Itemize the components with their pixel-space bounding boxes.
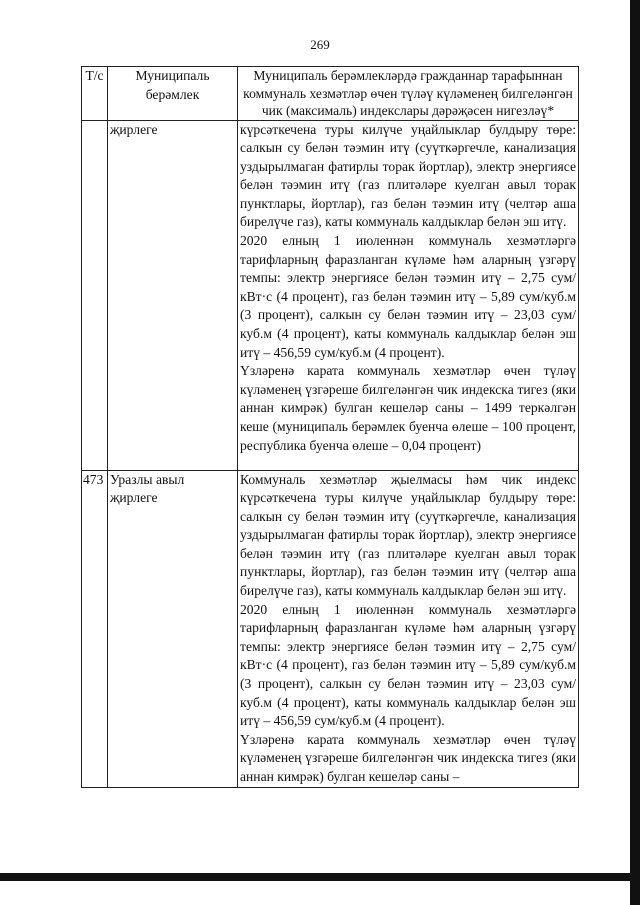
paragraph: 2020 елның 1 июленнән коммуналь хезмәтләргә тарифларның фаразланган күләме һәм аларның үзгәрү темпы: электр энергиясе белән тәэмин итү – 2,75 сум/кВт·с (4 процент), газ белән тәэмин итү – 5,89 сум/куб.м (3 процент), салкын су белән тәэмин итү – 23,03 сум/куб.м (4 процент), каты коммуналь калдыклар белән эш итү – 456,59 сум/куб.м (4 процент). — [240, 233, 576, 360]
paragraph: Үзләренә карата коммуналь хезмәтләр өчен түләү күләменең үзгәреше билгеләнгән чик индекска тигез (яки аннан кимрәк) булган кешеләр саны – — [240, 731, 576, 784]
row-justification — [238, 120, 579, 470]
paragraph: Үзләренә карата коммуналь хезмәтләр өчен түләү күләменең үзгәреше билгеләнгән чик индекска тигез (яки аннан кимрәк) булган кешеләр саны – 1499 теркәлгән кеше (муниципаль берәмлек буенча өлеше – 100 процент, республика буенча өлеше – 0,04 процент) — [240, 363, 576, 453]
municipal-index-table — [81, 66, 579, 788]
row-municipality: Уразлы авыл җирлеге — [108, 470, 238, 787]
header-municipality: Муниципаль берәмлек — [108, 67, 238, 121]
header-justification: Муниципаль берәмлекләрдә гражданнар тарафыннан коммуналь хезмәтләр өчен түләү күләменең билгеләнгән чик (максималь) индекслары дәрәҗәсен нигезләү* — [238, 67, 579, 121]
paragraph: Коммуналь хезмәтләр җыелмасы һәм чик индекс күрсәткечена туры килүче уңайлыклар булдыру төре: салкын су белән тәэмин итү (суүткәргечле, канализация уздырылмаган фатирлы торак йортлар), электр энергиясе белән тәэмин итү (газ плитәләре куелган авыл торак пунктлары, йортлар), газ белән тәэмин итү (челтәр аша бирелүче газ), каты коммуналь калдыклар белән эш итү. — [240, 471, 576, 599]
row-justification — [238, 470, 579, 787]
table-row — [82, 120, 579, 470]
table-row — [82, 470, 579, 787]
scan-edge-right — [630, 0, 640, 905]
row-municipality: җирлеге — [108, 120, 238, 470]
paragraph: күрсәткечена туры килүче уңайлыклар булдыру төре: салкын су белән тәэмин итү (суүткәргечле, канализация уздырылмаган фатирлы торак йортлар), электр энергиясе белән тәэмин итү (газ плитәләре куелган авыл торак пунктлары, йортлар), газ белән тәэмин итү (челтәр аша бирелүче газ), каты коммуналь калдыклар белән эш итү. — [240, 121, 576, 230]
scan-edge-bottom — [0, 873, 640, 881]
row-number — [82, 120, 108, 470]
row-number: 473 — [82, 470, 108, 787]
page-number: 269 — [310, 37, 330, 52]
header-number: Т/с — [82, 67, 108, 121]
paragraph: 2020 елның 1 июленнән коммуналь хезмәтләргә тарифларның фаразланган күләме һәм аларның үзгәрү темпы: электр энергиясе белән тәэмин итү – 2,75 сум/кВт·с (4 процент), газ белән тәэмин итү – 5,89 сум/куб.м (3 процент), салкын су белән тәэмин итү – 23,03 сум/куб.м (4 процент), каты коммуналь калдыклар белән эш итү – 456,59 сум/куб.м (4 процент). — [240, 601, 576, 729]
table-header-row — [82, 67, 579, 121]
